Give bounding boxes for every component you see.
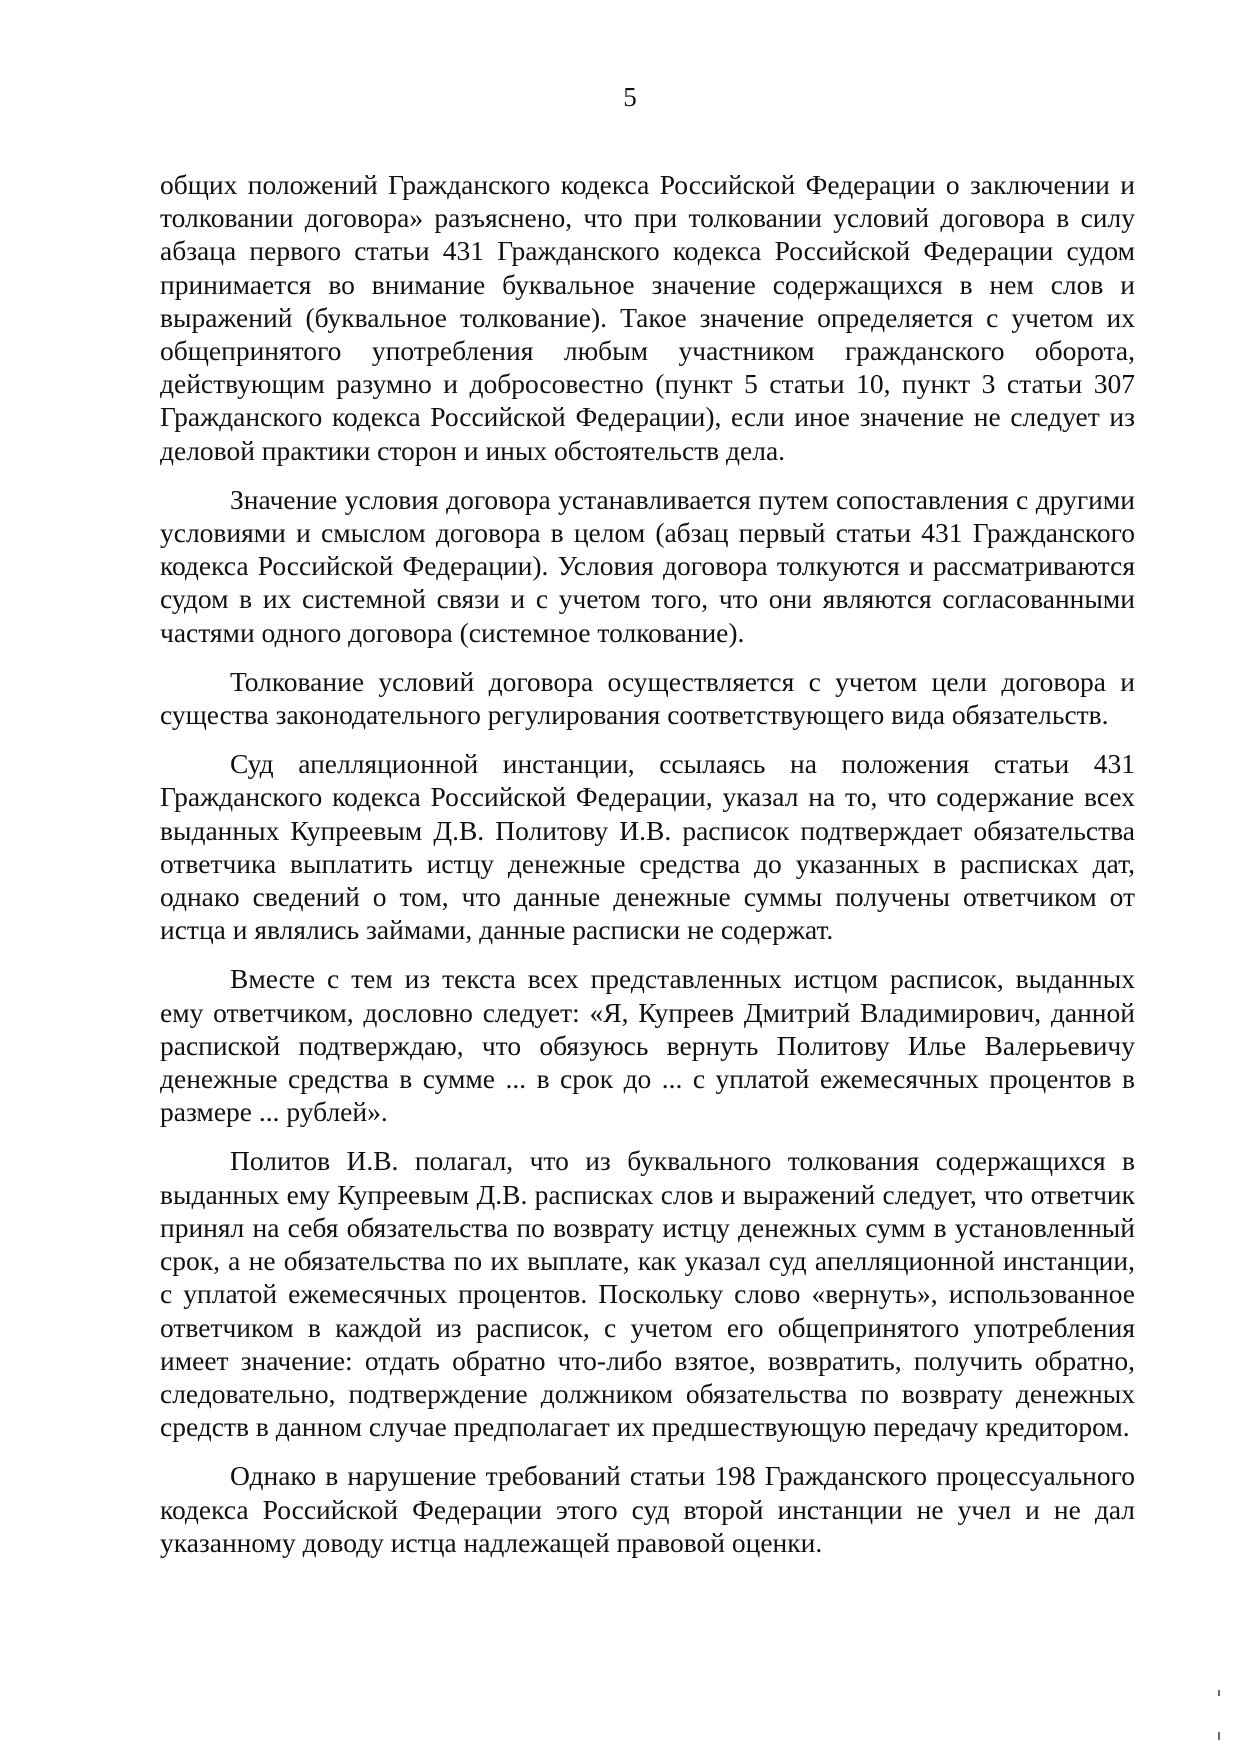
- paragraph: Значение условия договора устанавливается путем сопоставления с другими условиями и смыслом договора в целом (абзац первый статьи 431 Гражданского кодекса Российской Федерации). Условия договора толкуются и рассматриваются судом в их системной связи и с учетом того, что они являются согласованными частями одного договора (системное толкование).: [160, 483, 1135, 648]
- paragraph: Политов И.В. полагал, что из буквального толкования содержащихся в выданных ему Купреевым Д.В. расписках слов и выражений следует, что ответчик принял на себя обязательства по возврату истцу денежных сумм в установленный срок, а не обязательства по их выплате, как указал суд апелляционной инстанции, с уплатой ежемесячных процентов. Поскольку слово «вернуть», использованное ответчиком в каждой из расписок, с учетом его общепринятого употребления имеет значение: отдать обратно что-либо взятое, возвратить, получить обратно, следовательно, подтверждение должником обязательства по возврату денежных средств в данном случае предполагает их предшествующую передачу кредитором.: [160, 1145, 1135, 1443]
- paragraph: Вместе с тем из текста всех представленных истцом расписок, выданных ему ответчиком, дословно следует: «Я, Купреев Дмитрий Владимирович, данной распиской подтверждаю, что обязуюсь вернуть Политову Илье Валерьевичу денежные средства в сумме ... в срок до ... с уплатой ежемесячных процентов в размере ... рублей».: [160, 963, 1135, 1128]
- document-body: [160, 168, 1135, 1559]
- paragraph: Суд апелляционной инстанции, ссылаясь на положения статьи 431 Гражданского кодекса Российской Федерации, указал на то, что содержание всех выданных Купреевым Д.В. Политову И.В. расписок подтверждает обязательства ответчика выплатить истцу денежные средства до указанных в расписках дат, однако сведений о том, что данные денежные суммы получены ответчиком от истца и являлись займами, данные расписки не содержат.: [160, 748, 1135, 946]
- paragraph: Однако в нарушение требований статьи 198 Гражданского процессуального кодекса Российской Федерации этого суд второй инстанции не учел и не дал указанному доводу истца надлежащей правовой оценки.: [160, 1460, 1135, 1558]
- paragraph-continuation: общих положений Гражданского кодекса Российской Федерации о заключении и толковании договора» разъяснено, что при толковании условий договора в силу абзаца первого статьи 431 Гражданского кодекса Российской Федерации судом принимается во внимание буквальное значение содержащихся в нем слов и выражений (буквальное толкование). Такое значение определяется с учетом их общепринятого употребления любым участником гражданского оборота, действующим разумно и добросовестно (пункт 5 статьи 10, пункт 3 статьи 307 Гражданского кодекса Российской Федерации), если иное значение не следует из деловой практики сторон и иных обстоятельств дела.: [160, 169, 1135, 466]
- paragraph: Толкование условий договора осуществляется с учетом цели договора и существа законодательного регулирования соответствующего вида обязательств.: [160, 665, 1135, 731]
- scan-margin-mark: [1218, 1690, 1220, 1696]
- scan-margin-mark: [1218, 1732, 1220, 1740]
- page-number: 5: [623, 82, 637, 112]
